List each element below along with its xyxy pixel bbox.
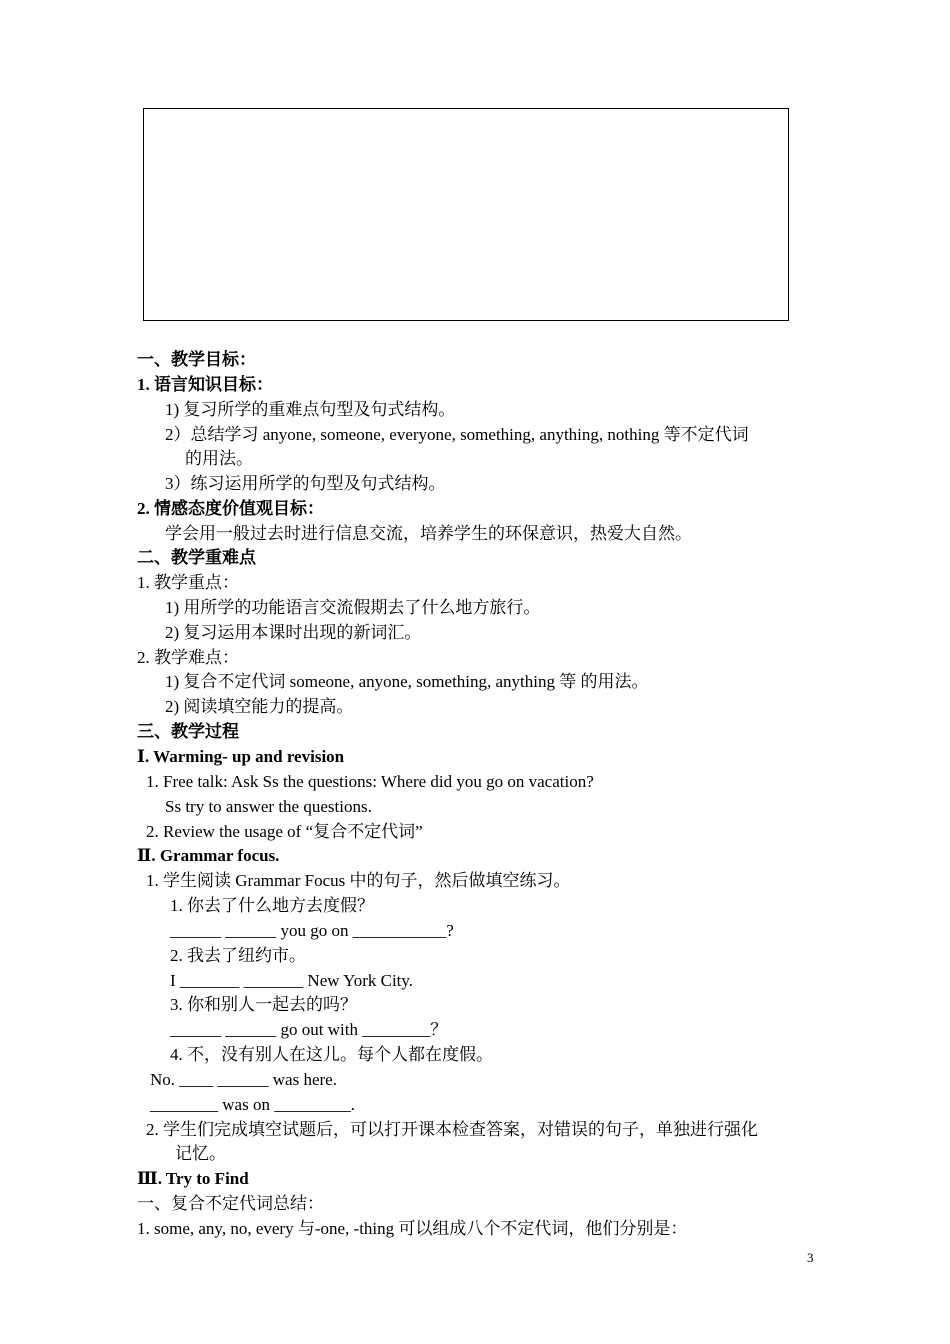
- exercise-blank-line: ________ was on _________.: [150, 1095, 355, 1114]
- exercise-blank-line: I _______ _______ New York City.: [170, 971, 414, 990]
- list-item: 1) 复合不定代词 someone, anyone, something, anything 等 的用法。: [165, 672, 649, 691]
- page-number: 3: [807, 1250, 814, 1265]
- subheading-language-knowledge: 1. 语言知识目标：: [137, 375, 273, 394]
- list-item: 1. 学生阅读 Grammar Focus 中的句子，然后做填空练习。: [146, 871, 571, 890]
- step-heading-warming-up: Ⅰ. Warming- up and revision: [137, 747, 345, 766]
- paragraph: 学会用一般过去时进行信息交流，培养学生的环保意识，热爱大自然。: [165, 524, 692, 543]
- exercise-blank-line: No. ____ ______ was here.: [150, 1070, 337, 1089]
- list-item: 2) 阅读填空能力的提高。: [165, 697, 354, 716]
- empty-frame-box: [143, 108, 789, 321]
- subheading: 一、复合不定代词总结：: [137, 1194, 324, 1213]
- exercise-blank-line: ______ ______ you go on ___________?: [170, 921, 454, 940]
- list-item: 2）总结学习 anyone, someone, everyone, something, anything, nothing 等不定代词: [165, 425, 749, 444]
- list-item-continuation: 的用法。: [185, 449, 253, 468]
- exercise-prompt: 1. 你去了什么地方去度假？: [170, 896, 374, 915]
- step-heading-try-to-find: Ⅲ. Try to Find: [137, 1169, 249, 1188]
- exercise-prompt: 4. 不，没有别人在这儿。每个人都在度假。: [170, 1045, 493, 1064]
- list-item: 1) 用所学的功能语言交流假期去了什么地方旅行。: [165, 598, 541, 617]
- subheading: 2. 教学难点：: [137, 648, 239, 667]
- exercise-prompt: 2. 我去了纽约市。: [170, 946, 306, 965]
- list-item-continuation: Ss try to answer the questions.: [165, 797, 372, 816]
- subheading: 1. 教学重点：: [137, 573, 239, 592]
- list-item: 2. 学生们完成填空试题后，可以打开课本检查答案，对错误的句子，单独进行强化: [146, 1120, 758, 1139]
- section-heading-process: 三、教学过程: [137, 722, 239, 741]
- list-item: 1) 复习所学的重难点句型及句式结构。: [165, 400, 456, 419]
- section-heading-key-points: 二、教学重难点: [137, 548, 256, 567]
- list-item: 2. Review the usage of “复合不定代词”: [146, 822, 423, 841]
- list-item: 1. Free talk: Ask Ss the questions: Where did you go on vacation?: [146, 772, 594, 791]
- step-heading-grammar-focus: Ⅱ. Grammar focus.: [137, 846, 280, 865]
- list-item: 2) 复习运用本课时出现的新词汇。: [165, 623, 422, 642]
- list-item-continuation: 记忆。: [175, 1144, 226, 1163]
- exercise-prompt: 3. 你和别人一起去的吗？: [170, 995, 357, 1014]
- exercise-blank-line: ______ ______ go out with ________？: [170, 1020, 448, 1039]
- paragraph: 1. some, any, no, every 与-one, -thing 可以组成八个不定代词，他们分别是：: [137, 1219, 688, 1238]
- list-item: 3）练习运用所学的句型及句式结构。: [165, 474, 446, 493]
- subheading-attitude-values: 2. 情感态度价值观目标：: [137, 499, 324, 518]
- section-heading-objectives: 一、教学目标：: [137, 350, 256, 369]
